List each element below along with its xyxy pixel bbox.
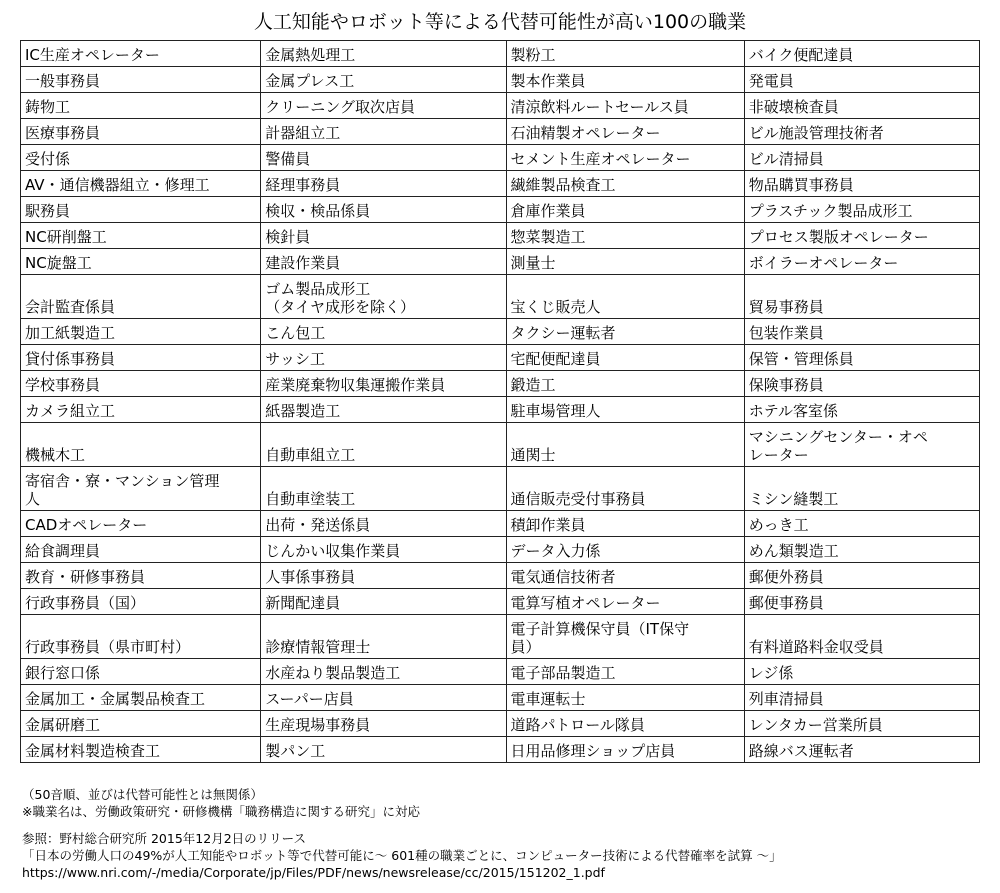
table-cell bbox=[744, 345, 979, 371]
table-cell bbox=[506, 423, 744, 467]
table-cell bbox=[506, 275, 744, 319]
occupation-name: 保険事務員 bbox=[748, 376, 824, 394]
occupation-name: 計器組立工 bbox=[265, 124, 341, 142]
occupation-name: AV・通信機器組立・修理工 bbox=[25, 176, 210, 194]
table-cell bbox=[744, 511, 979, 537]
table-row bbox=[21, 589, 980, 615]
table-cell bbox=[744, 223, 979, 249]
occupation-name: 検収・検品係員 bbox=[265, 202, 371, 220]
occupation-name: 加工紙製造工 bbox=[25, 324, 116, 342]
occupation-name: 診療情報管理士 bbox=[265, 638, 371, 656]
occupation-name: 検針員 bbox=[265, 228, 311, 246]
table-cell bbox=[744, 685, 979, 711]
occupation-name: じんかい収集作業員 bbox=[265, 542, 401, 560]
table-cell bbox=[506, 685, 744, 711]
occupation-name: 道路パトロール隊員 bbox=[510, 716, 645, 734]
occupation-name: 経理事務員 bbox=[265, 176, 341, 194]
occupation-name: 人事係事務員 bbox=[265, 568, 356, 586]
occupation-name: CADオペレーター bbox=[25, 516, 148, 534]
occupation-name: 倉庫作業員 bbox=[510, 202, 586, 220]
table-row bbox=[21, 41, 980, 67]
occupation-name: 金属熱処理工 bbox=[265, 46, 356, 64]
table-cell bbox=[21, 345, 261, 371]
table-cell bbox=[21, 249, 261, 275]
table-cell bbox=[744, 319, 979, 345]
table-cell bbox=[261, 223, 506, 249]
occupation-name: 日用品修理ショップ店員 bbox=[510, 742, 676, 760]
occupation-name: 宅配便配達員 bbox=[510, 350, 601, 368]
table-cell bbox=[744, 275, 979, 319]
occupation-name: 駐車場管理人 bbox=[510, 402, 601, 420]
occupation-name: 製パン工 bbox=[265, 742, 326, 760]
occupation-name: 寄宿舎・寮・マンション管理 人 bbox=[25, 472, 220, 508]
table-cell bbox=[21, 145, 261, 171]
table-cell bbox=[506, 615, 744, 659]
table-cell bbox=[21, 737, 261, 763]
table-cell bbox=[261, 423, 506, 467]
occupation-name: ビル施設管理技術者 bbox=[748, 124, 884, 142]
occupation-name: めん類製造工 bbox=[748, 542, 839, 560]
table-cell bbox=[21, 171, 261, 197]
table-cell bbox=[506, 41, 744, 67]
table-cell bbox=[261, 737, 506, 763]
table-row bbox=[21, 119, 980, 145]
occupation-name: 電車運転士 bbox=[510, 690, 586, 708]
occupation-name: 行政事務員（国） bbox=[25, 594, 146, 612]
table-cell bbox=[261, 171, 506, 197]
table-cell bbox=[21, 371, 261, 397]
table-row bbox=[21, 467, 980, 511]
table-cell bbox=[506, 467, 744, 511]
occupation-name: 石油精製オペレーター bbox=[510, 124, 661, 142]
table-cell bbox=[744, 563, 979, 589]
spacer bbox=[22, 820, 982, 830]
table-cell bbox=[261, 275, 506, 319]
table-cell bbox=[506, 249, 744, 275]
occupation-name: 列車清掃員 bbox=[748, 690, 824, 708]
occupation-name: 金属研磨工 bbox=[25, 716, 101, 734]
occupation-name: 水産ねり製品製造工 bbox=[265, 664, 401, 682]
occupation-name: 警備員 bbox=[265, 150, 311, 168]
table-cell bbox=[744, 171, 979, 197]
table-cell bbox=[21, 319, 261, 345]
table-cell bbox=[744, 423, 979, 467]
occupation-name: 学校事務員 bbox=[25, 376, 101, 394]
table-cell bbox=[261, 397, 506, 423]
table-cell bbox=[261, 711, 506, 737]
order-note: （50音順、並びは代替可能性とは無関係） bbox=[22, 787, 263, 802]
occupation-name: 受付係 bbox=[25, 150, 71, 168]
occupation-name: 宝くじ販売人 bbox=[510, 298, 601, 316]
table-cell bbox=[506, 119, 744, 145]
occupation-name: 金属プレス工 bbox=[265, 72, 355, 90]
occupation-name: 鋳物工 bbox=[25, 98, 71, 116]
occupation-name: 給食調理員 bbox=[25, 542, 101, 560]
table-cell bbox=[506, 659, 744, 685]
occupation-name: 電気通信技術者 bbox=[510, 568, 616, 586]
table-row bbox=[21, 67, 980, 93]
table-cell bbox=[261, 589, 506, 615]
occupation-name: マシニングセンター・オペ レーター bbox=[748, 428, 928, 464]
table-row bbox=[21, 371, 980, 397]
table-cell bbox=[506, 737, 744, 763]
table-cell bbox=[261, 145, 506, 171]
table-row bbox=[21, 319, 980, 345]
table-cell bbox=[744, 615, 979, 659]
table-cell bbox=[506, 589, 744, 615]
occupation-name: プラスチック製品成形工 bbox=[748, 202, 913, 220]
table-cell bbox=[744, 67, 979, 93]
table-cell bbox=[21, 467, 261, 511]
table-cell bbox=[21, 659, 261, 685]
occupation-name: NC研削盤工 bbox=[25, 228, 107, 246]
occupation-name: 駅務員 bbox=[25, 202, 71, 220]
occupation-name: 自動車組立工 bbox=[265, 446, 356, 464]
table-row bbox=[21, 537, 980, 563]
occupation-name: ゴム製品成形工 （タイヤ成形を除く） bbox=[265, 280, 415, 316]
table-cell bbox=[261, 685, 506, 711]
occupation-name: 非破壊検査員 bbox=[748, 98, 839, 116]
table-cell bbox=[261, 537, 506, 563]
occupation-name: 新聞配達員 bbox=[265, 594, 341, 612]
occupation-table-body bbox=[21, 41, 980, 763]
table-cell bbox=[506, 711, 744, 737]
table-row bbox=[21, 423, 980, 467]
table-cell bbox=[21, 197, 261, 223]
occupation-name: 銀行窓口係 bbox=[25, 664, 101, 682]
occupation-name: 産業廃棄物収集運搬作業員 bbox=[265, 376, 446, 394]
occupation-name: バイク便配達員 bbox=[748, 46, 854, 64]
occupation-name: 貿易事務員 bbox=[748, 298, 824, 316]
table-cell bbox=[744, 119, 979, 145]
occupation-name: ミシン縫製工 bbox=[748, 490, 839, 508]
table-cell bbox=[506, 319, 744, 345]
table-cell bbox=[21, 615, 261, 659]
occupation-name: 貸付係事務員 bbox=[25, 350, 116, 368]
table-cell bbox=[744, 197, 979, 223]
table-cell bbox=[261, 345, 506, 371]
occupation-name: データ入力係 bbox=[510, 542, 601, 560]
table-cell bbox=[261, 67, 506, 93]
table-cell bbox=[506, 197, 744, 223]
occupation-name: 製本作業員 bbox=[510, 72, 586, 90]
table-row bbox=[21, 615, 980, 659]
occupation-name: こん包工 bbox=[265, 324, 326, 342]
table-cell bbox=[744, 737, 979, 763]
table-row bbox=[21, 275, 980, 319]
occupation-name: 清涼飲料ルートセールス員 bbox=[510, 98, 689, 116]
table-cell bbox=[744, 145, 979, 171]
page-title: 人工知能やロボット等による代替可能性が高い100の職業 bbox=[253, 11, 747, 33]
footnotes bbox=[22, 786, 982, 881]
table-cell bbox=[506, 93, 744, 119]
occupation-name: カメラ組立工 bbox=[25, 402, 116, 420]
table-cell bbox=[21, 67, 261, 93]
table-row bbox=[21, 685, 980, 711]
occupation-name: サッシ工 bbox=[265, 350, 325, 368]
occupation-table bbox=[20, 40, 980, 763]
table-cell bbox=[506, 145, 744, 171]
table-cell bbox=[21, 423, 261, 467]
table-cell bbox=[261, 467, 506, 511]
occupation-name: 紙器製造工 bbox=[265, 402, 341, 420]
occupation-name: IC生産オペレーター bbox=[25, 46, 160, 64]
occupation-name: 自動車塗装工 bbox=[265, 490, 356, 508]
table-cell bbox=[21, 711, 261, 737]
table-row bbox=[21, 711, 980, 737]
occupation-name: 生産現場事務員 bbox=[265, 716, 371, 734]
table-cell bbox=[506, 171, 744, 197]
occupation-name: 通信販売受付事務員 bbox=[510, 490, 646, 508]
occupation-name: 金属加工・金属製品検査工 bbox=[25, 690, 206, 708]
occupation-name: 保管・管理係員 bbox=[748, 350, 854, 368]
occupation-name: 測量士 bbox=[510, 254, 556, 272]
table-cell bbox=[21, 93, 261, 119]
occupation-name: 鍛造工 bbox=[510, 376, 556, 394]
table-cell bbox=[21, 563, 261, 589]
table-row bbox=[21, 223, 980, 249]
occupation-name: 電子計算機保守員（IT保守 員） bbox=[510, 620, 690, 656]
table-cell bbox=[261, 371, 506, 397]
occupation-name: 製粉工 bbox=[510, 46, 556, 64]
table-cell bbox=[261, 41, 506, 67]
table-cell bbox=[21, 397, 261, 423]
table-cell bbox=[261, 659, 506, 685]
table-cell bbox=[506, 537, 744, 563]
table-cell bbox=[21, 511, 261, 537]
table-row bbox=[21, 93, 980, 119]
occupation-name: 電算写植オペレーター bbox=[510, 594, 661, 612]
occupation-name: 電子部品製造工 bbox=[510, 664, 616, 682]
occupation-name: 有料道路料金収受員 bbox=[748, 638, 884, 656]
occupation-name: 一般事務員 bbox=[25, 72, 101, 90]
table-cell bbox=[744, 537, 979, 563]
source-title: 「日本の労働人口の49%が人工知能やロボット等で代替可能に～ 601種の職業ごとに、コンピューター技術による代替確率を試算 ～」 bbox=[22, 848, 782, 863]
table-row bbox=[21, 563, 980, 589]
table-cell bbox=[261, 197, 506, 223]
table-row bbox=[21, 197, 980, 223]
occupation-name: セメント生産オペレーター bbox=[510, 150, 691, 168]
table-cell bbox=[744, 93, 979, 119]
table-row bbox=[21, 659, 980, 685]
occupation-name: 通関士 bbox=[510, 446, 556, 464]
table-row bbox=[21, 511, 980, 537]
table-cell bbox=[261, 119, 506, 145]
occupation-name: 郵便外務員 bbox=[748, 568, 824, 586]
occupation-name: NC旋盤工 bbox=[25, 254, 92, 272]
occupation-name: 出荷・発送係員 bbox=[265, 516, 371, 534]
occupation-name: 金属材料製造検査工 bbox=[25, 742, 161, 760]
occupation-name: タクシー運転者 bbox=[510, 324, 616, 342]
table-cell bbox=[744, 659, 979, 685]
table-row bbox=[21, 145, 980, 171]
occupation-name: レジ係 bbox=[748, 664, 794, 682]
occupation-name: めっき工 bbox=[748, 516, 809, 534]
occupation-name: 発電員 bbox=[748, 72, 794, 90]
table-cell bbox=[21, 119, 261, 145]
occupation-name: 行政事務員（県市町村） bbox=[25, 638, 191, 656]
source-label: 参照：野村総合研究所 2015年12月2日のリリース bbox=[22, 831, 307, 846]
table-cell bbox=[21, 537, 261, 563]
occupation-name: 建設作業員 bbox=[265, 254, 341, 272]
table-cell bbox=[506, 397, 744, 423]
table-cell bbox=[744, 41, 979, 67]
occupation-name: 教育・研修事務員 bbox=[25, 568, 146, 586]
table-cell bbox=[744, 589, 979, 615]
table-cell bbox=[21, 223, 261, 249]
table-row bbox=[21, 345, 980, 371]
table-cell bbox=[506, 511, 744, 537]
occupation-name: ホテル客室係 bbox=[748, 402, 838, 420]
occupation-name: 繊維製品検査工 bbox=[510, 176, 616, 194]
table-cell bbox=[21, 685, 261, 711]
table-cell bbox=[506, 67, 744, 93]
table-cell bbox=[744, 467, 979, 511]
table-row bbox=[21, 249, 980, 275]
table-cell bbox=[744, 711, 979, 737]
occupation-name: クリーニング取次店員 bbox=[265, 98, 415, 116]
table-cell bbox=[261, 563, 506, 589]
occupation-name: 包装作業員 bbox=[748, 324, 824, 342]
table-row bbox=[21, 171, 980, 197]
table-cell bbox=[21, 589, 261, 615]
table-cell bbox=[261, 511, 506, 537]
table-cell bbox=[506, 371, 744, 397]
table-cell bbox=[744, 397, 979, 423]
job-name-note: ※職業名は、労働政策研究・研修機構「職務構造に関する研究」に対応 bbox=[22, 804, 420, 819]
occupation-name: 路線バス運転者 bbox=[748, 742, 854, 760]
table-cell bbox=[506, 563, 744, 589]
table-row bbox=[21, 397, 980, 423]
table-cell bbox=[744, 371, 979, 397]
table-cell bbox=[506, 345, 744, 371]
table-cell bbox=[261, 249, 506, 275]
occupation-name: 物品購買事務員 bbox=[748, 176, 854, 194]
occupation-name: 機械木工 bbox=[25, 446, 86, 464]
source-url[interactable]: https://www.nri.com/-/media/Corporate/jp/Files/PDF/news/newsrelease/cc/2015/151202_1.pdf bbox=[22, 865, 605, 880]
table-cell bbox=[744, 249, 979, 275]
table-cell bbox=[261, 93, 506, 119]
occupation-name: 惣菜製造工 bbox=[510, 228, 586, 246]
occupation-name: 会計監査係員 bbox=[25, 298, 116, 316]
table-cell bbox=[261, 319, 506, 345]
table-cell bbox=[21, 275, 261, 319]
table-cell bbox=[506, 223, 744, 249]
occupation-name: レンタカー営業所員 bbox=[748, 716, 883, 734]
occupation-name: 医療事務員 bbox=[25, 124, 101, 142]
table-row bbox=[21, 737, 980, 763]
occupation-name: ビル清掃員 bbox=[748, 150, 824, 168]
table-cell bbox=[261, 615, 506, 659]
occupation-name: 積卸作業員 bbox=[510, 516, 586, 534]
occupation-name: 郵便事務員 bbox=[748, 594, 824, 612]
occupation-name: ボイラーオペレーター bbox=[748, 254, 899, 272]
occupation-name: スーパー店員 bbox=[265, 690, 354, 708]
occupation-name: プロセス製版オペレーター bbox=[748, 228, 929, 246]
table-cell bbox=[21, 41, 261, 67]
